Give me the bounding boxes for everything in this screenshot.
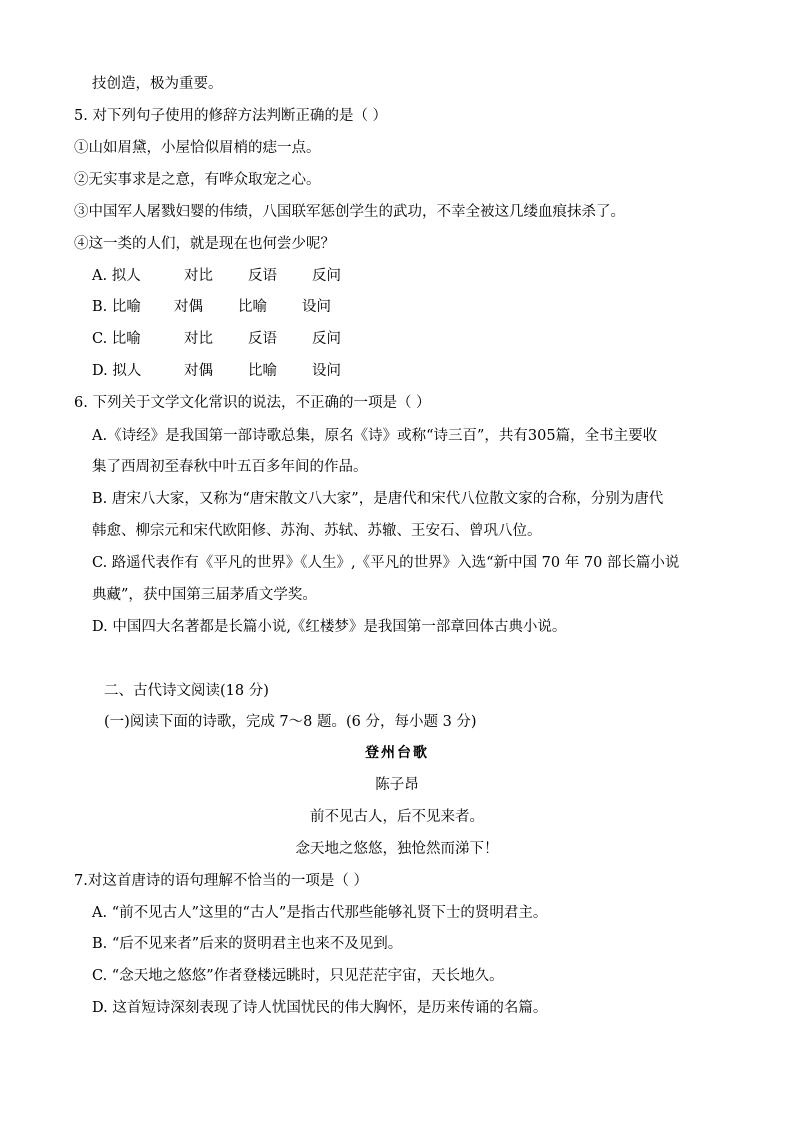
question-6-option-a-line-2: 集了西周初至春秋中叶五百多年间的作品。	[92, 459, 368, 475]
option-cell: B. 比喻	[92, 299, 141, 315]
option-cell: 反语	[248, 331, 277, 347]
question-6-option-d: D. 中国四大名著都是长篇小说,《红楼梦》是我国第一部章回体古典小说。	[92, 619, 567, 635]
option-cell: 对比	[184, 331, 213, 347]
question-5-sentence-2: ②无实事求是之意，有哗众取宠之心。	[74, 172, 321, 188]
question-5-sentence-1: ①山如眉黛，小屋恰似眉梢的痣一点。	[74, 140, 321, 156]
question-5-option-b	[92, 297, 331, 317]
poem-line-1: 前不见古人，后不见来者。	[310, 809, 484, 825]
option-cell: 比喻	[238, 299, 267, 315]
option-cell: 设问	[302, 299, 331, 315]
poem-line-2: 念天地之悠悠，独怆然而涕下！	[295, 841, 499, 857]
subsection-heading: (一)阅读下面的诗歌，完成 7～8 题。(6 分，每小题 3 分)	[104, 714, 477, 730]
option-cell: 对偶	[174, 299, 203, 315]
option-cell: 设问	[312, 363, 341, 379]
question-5-stem: 5. 对下列句子使用的修辞方法判断正确的是（ ）	[74, 108, 388, 124]
question-6-option-b-line-2: 韩愈、柳宗元和宋代欧阳修、苏洵、苏轼、苏辙、王安石、曾巩八位。	[92, 523, 542, 539]
question-5-sentence-3: ③中国军人屠戮妇婴的伟绩，八国联军惩创学生的武功，不幸全被这几缕血痕抹杀了。	[74, 204, 625, 220]
question-7-option-a: A. “前不见古人”这里的“古人”是指古代那些能够礼贤下士的贤明君主。	[92, 905, 548, 921]
question-7-option-b: B. “后不见来者”后来的贤明君主也来不及见到。	[92, 936, 403, 952]
option-cell: 反问	[312, 331, 341, 347]
poem-author: 陈子昂	[375, 777, 419, 793]
option-cell: 反问	[312, 268, 341, 284]
option-cell: C. 比喻	[92, 331, 141, 347]
question-7-option-c: C. “念天地之悠悠”作者登楼远眺时，只见茫茫宇宙，天长地久。	[92, 968, 504, 984]
section-heading: 二、古代诗文阅读(18 分)	[104, 683, 269, 699]
question-5-option-c	[92, 329, 341, 349]
question-6-option-c-line-2: 典藏”，获中国第三届茅盾文学奖。	[92, 587, 317, 603]
question-5-option-a	[92, 266, 341, 286]
poem-title: 登州台歌	[365, 745, 429, 761]
question-6-option-c-line-1: C. 路遥代表作有《平凡的世界》《人生》,《平凡的世界》入选“新中国 70 年 70 部长篇小说	[92, 555, 680, 571]
question-6-stem: 6. 下列关于文学文化常识的说法，不正确的一项是（ ）	[74, 395, 431, 411]
question-5-sentence-4: ④这一类的人们，就是现在也何尝少呢？	[74, 236, 335, 252]
option-cell: 对偶	[184, 363, 213, 379]
option-cell: D. 拟人	[92, 363, 142, 379]
option-cell: 反语	[248, 268, 277, 284]
question-7-stem: 7.对这首唐诗的语句理解不恰当的一项是（ ）	[74, 873, 368, 889]
option-cell: A. 拟人	[92, 268, 141, 284]
question-6-option-b-line-1: B. 唐宋八大家，又称为“唐宋散文八大家”，是唐代和宋代八位散文家的合称，分别为唐代	[92, 491, 664, 507]
option-cell: 对比	[184, 268, 213, 284]
question-5-option-d	[92, 361, 341, 381]
continuation-text: 技创造，极为重要。	[92, 76, 223, 92]
question-6-option-a-line-1: A.《诗经》是我国第一部诗歌总集，原名《诗》或称“诗三百”，共有305篇，全书主要收	[92, 428, 658, 444]
option-cell: 比喻	[248, 363, 277, 379]
question-7-option-d: D. 这首短诗深刻表现了诗人忧国忧民的伟大胸怀，是历来传诵的名篇。	[92, 1000, 548, 1016]
